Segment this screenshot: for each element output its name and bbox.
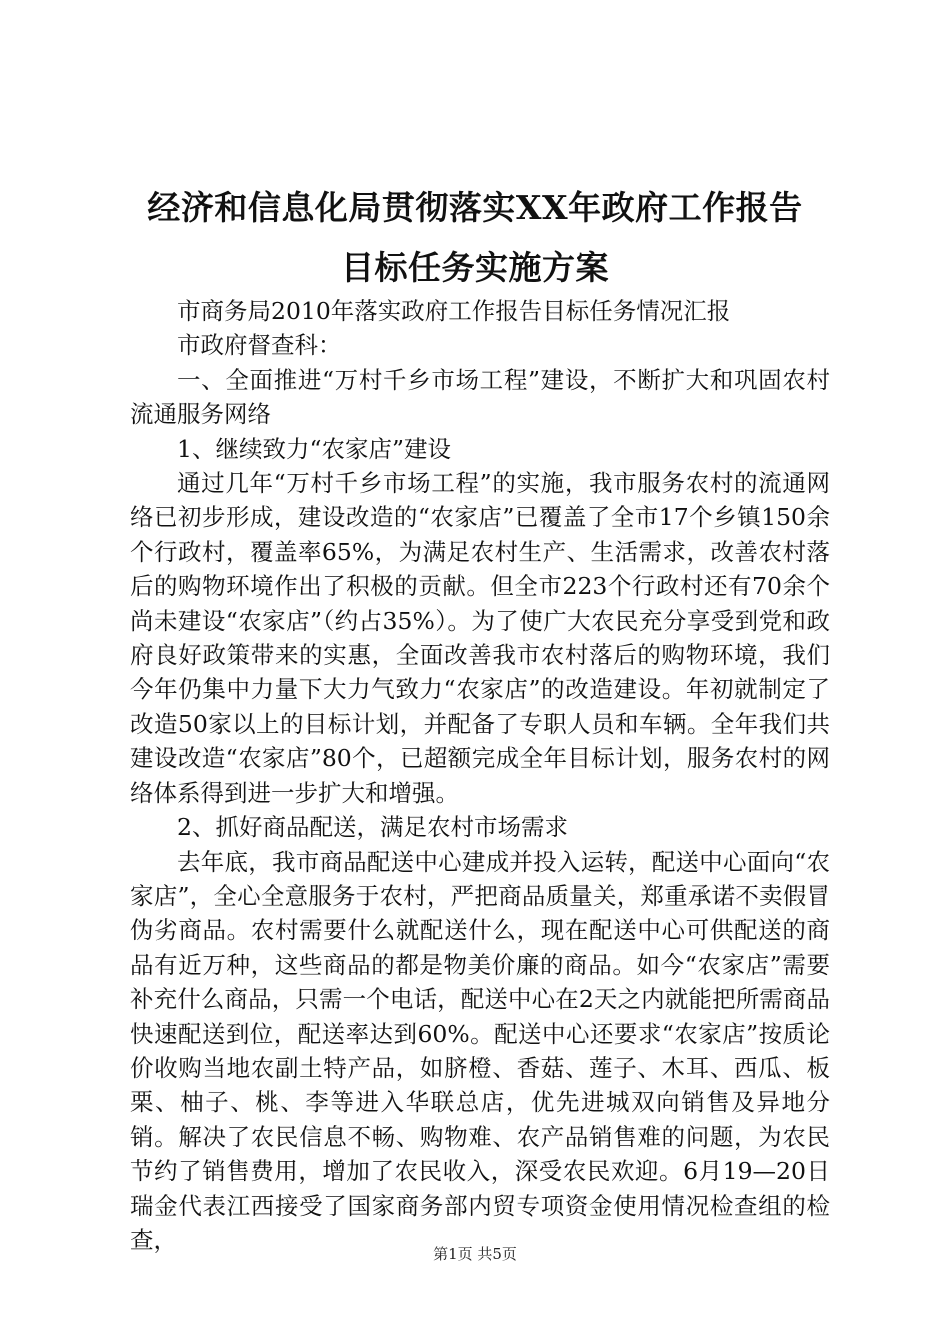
paragraph-subsection-1-body: 通过几年“万村千乡市场工程”的实施，我市服务农村的流通网络已初步形成，建设改造的“农家店”已覆盖了全市17个乡镇150余个行政村，覆盖率65%，为满足农村生产、生活需求，改善农村落后的购物环境作出了积极的贡献。但全市223个行政村还有70余个尚未建设“农家店”（约占35%）。为了使广大农民充分享受到党和政府良好政策带来的实惠，全面改善我市农村落后的购物环境，我们今年仍集中力量下大力气致力“农家店”的改造建设。年初就制定了改造50家以上的目标计划，并配备了专职人员和车辆。全年我们共建设改造“农家店”80个，已超额完成全年目标计划，服务农村的网络体系得到进一步扩大和增强。: [130, 469, 830, 807]
page-number-footer: 第1页 共5页: [433, 1245, 517, 1263]
paragraph-report-heading: 市商务局2010年落实政府工作报告目标任务情况汇报: [177, 297, 731, 325]
paragraph-subsection-2-heading: 2、抓好商品配送，满足农村市场需求: [177, 813, 568, 842]
paragraph-salutation: 市政府督查科：: [177, 331, 342, 360]
paragraph-subsection-2-body: 去年底，我市商品配送中心建成并投入运转，配送中心面向“农家店”，全心全意服务于农村，严把商品质量关，郑重承诺不卖假冒伪劣商品。农村需要什么就配送什么，现在配送中心可供配送的商品有近万种，这些商品的都是物美价廉的商品。如今“农家店”需要补充什么商品，只需一个电话，配送中心在2天之内就能把所需商品快速配送到位，配送率达到60%。配送中心还要求“农家店”按质论价收购当地农副土特产品，如脐橙、香菇、莲子、木耳、西瓜、板栗、柚子、桃、李等进入华联总店，优先进城双向销售及异地分销。解决了农民信息不畅、购物难、农产品销售难的问题，为农民节约了销售费用，增加了农民收入，深受农民欢迎。6月19—20日瑞金代表江西接受了国家商务部内贸专项资金使用情况检查组的检查，: [130, 847, 830, 1254]
paragraph-section-1-heading: 一、全面推进“万村千乡市场工程”建设，不断扩大和巩固农村流通服务网络: [130, 365, 830, 429]
document-title-line-2: 目标任务实施方案: [341, 248, 609, 287]
paragraph-subsection-1-heading: 1、继续致力“农家店”建设: [177, 434, 451, 463]
document-body: [130, 294, 830, 1257]
document-title-line-1: 经济和信息化局贯彻落实XX年政府工作报告: [147, 188, 803, 227]
